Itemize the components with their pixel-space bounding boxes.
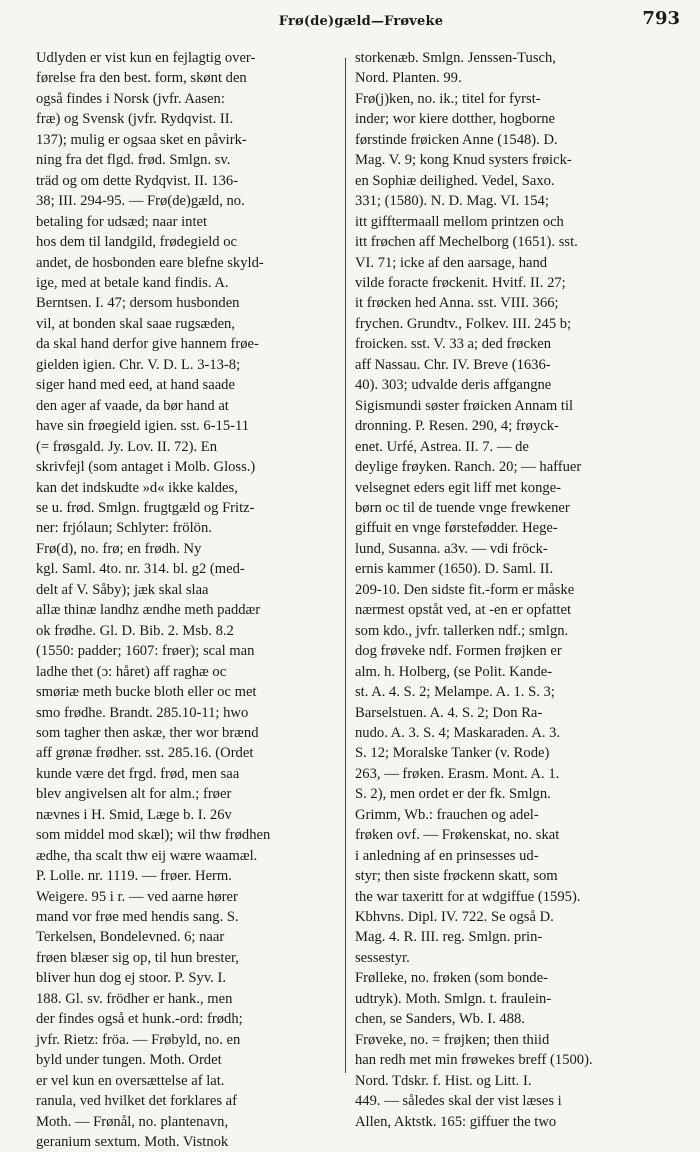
text-line: jvfr. Rietz: fröa. — Frøbyld, no. en — [36, 1031, 241, 1048]
text-line: kunde være det frgd. frød, men saa — [36, 765, 240, 782]
page-header — [36, 6, 686, 38]
text-line: som middel mod skæl); wil thw frødhen — [36, 827, 271, 844]
text-line: 137); mulig er ogsaa sket en påvirk- — [36, 131, 247, 148]
text-line: deylige frøyken. Ranch. 20; — haffuer — [355, 459, 582, 476]
text-line: skrivfejl (som antaget i Molb. Gloss.) — [36, 459, 256, 476]
text-line: smo frødhe. Brandt. 285.10-11; hwo — [36, 704, 249, 721]
text-line: bliver hun dog ej stoor. P. Syv. I. — [36, 970, 226, 987]
text-line: frøken ovf. — Frøkenskat, no. skat — [355, 827, 560, 844]
text-line: Terkelsen, Bondelevned. 6; naar — [36, 929, 225, 946]
text-line: i anledning af en prinsesses ud- — [355, 847, 539, 864]
page-number: 793 — [642, 8, 680, 29]
text-line: smøriæ meth bucke bloth eller oc met — [36, 684, 257, 701]
text-line: st. A. 4. S. 2; Melampe. A. 1. S. 3; — [355, 684, 555, 701]
running-head: Frø(de)gæld—Frøveke — [278, 14, 444, 29]
text-line: kan det indskudte »d« ikke kaldes, — [36, 479, 238, 496]
text-line: delt af V. Såby); jæk skal slaa — [36, 581, 209, 598]
text-line: storkenæb. Smlgn. Jenssen-Tusch, — [355, 50, 556, 66]
right-column — [355, 48, 691, 1130]
text-line: Barselstuen. A. 4. S. 2; Don Ra- — [355, 704, 543, 721]
text-line: som kdo., jvfr. tallerken ndf.; smlgn. — [355, 622, 569, 639]
text-line: inder; wor kiere dotther, hogborne — [355, 111, 556, 128]
text-line: dronning. P. Resen. 290, 4; frøyck- — [355, 418, 559, 435]
text-line: sessestyr. — [355, 949, 410, 966]
text-line: Kbhvns. Dipl. IV. 722. Se også D. — [355, 909, 554, 926]
text-line: alm. h. Holberg, (se Polit. Kande- — [355, 663, 553, 680]
text-line: enet. Urfé, Astrea. II. 7. — de — [355, 438, 529, 455]
text-line: ædhe, tha scalt thw eij wære waamæl. — [36, 847, 258, 864]
text-line: have sin frøegield igien. sst. 6-15-11 — [36, 418, 250, 435]
text-line: giffuit en vnge førstefødder. Hege- — [355, 520, 558, 537]
text-line: børn oc til de tuende vnge frewkener — [355, 499, 570, 516]
text-line: dog frøveke ndf. Formen frøjken er — [355, 643, 562, 660]
text-line: nudo. A. 3. S. 4; Maskaraden. A. 3. — [355, 724, 561, 741]
text-line: betaling for udsæd; naar intet — [36, 213, 208, 230]
text-line: ranula, ved hvilket det forklares af — [36, 1093, 237, 1110]
text-line: VI. 71; icke af den aarsage, hand — [355, 254, 548, 271]
text-line: Sigismundi søster frøicken Annam til — [355, 397, 574, 414]
text-line: ernis kammer (1650). D. Saml. II. — [355, 561, 554, 578]
left-column — [36, 48, 336, 1151]
text-line: S. 2), men ordet er der fk. Smlgn. — [355, 786, 551, 803]
text-line: ning fra det flgd. frød. Smlgn. sv. — [36, 152, 231, 169]
text-line: Nord. Tdskr. f. Hist. og Litt. I. — [355, 1072, 532, 1089]
text-line: vil, at bonden skal saae rugsæden, — [36, 315, 235, 332]
text-line: Frøveke, no. = frøjken; then thiid — [355, 1031, 550, 1048]
text-line: 38; III. 294-95. — Frø(de)gæld, no. — [36, 193, 245, 210]
text-line: itt frøchen aff Mechelborg (1651). sst. — [355, 234, 578, 251]
text-line: träd og om dette Rydqvist. II. 136- — [36, 172, 239, 189]
text-line: fræ) og Svensk (jvfr. Rydqvist. II. — [36, 111, 234, 128]
text-line: ladhe thet (ɔ: håret) aff raghæ oc — [36, 663, 227, 680]
text-line: Berntsen. I. 47; dersom husbonden — [36, 295, 240, 312]
text-line: ner: frjólaun; Schlyter: frölön. — [36, 520, 212, 537]
text-line: froicken. sst. V. 33 a; ded frøcken — [355, 336, 552, 353]
text-line: lund, Susanna. a3v. — vdi fröck- — [355, 540, 548, 557]
text-line: han redh met min frøwekes breff (1500). — [355, 1052, 593, 1069]
text-line: Nord. Planten. 99. — [355, 70, 462, 87]
text-line: ige, med at betale kand findis. A. — [36, 274, 229, 291]
text-line: 209-10. Den sidste fit.-form er måske — [355, 581, 575, 598]
text-line: it frøcken hed Anna. sst. VIII. 366; — [355, 295, 559, 312]
text-line: førelse fra den best. form, skønt den — [36, 70, 247, 87]
text-line: geranium sextum. Moth. Vistnok — [36, 1134, 229, 1151]
text-line: byld under tungen. Moth. Ordet — [36, 1052, 222, 1069]
text-line: den ager af vaade, da bør hand at — [36, 397, 229, 414]
text-line: 40). 303; udvalde deris affgangne — [355, 377, 552, 394]
text-line: (= frøsgald. Jy. Lov. II. 72). En — [36, 438, 218, 455]
text-line: Udlyden er vist kun en fejlagtig over- — [36, 50, 256, 66]
text-line: frøen blæser sig op, til hun brester, — [36, 949, 239, 966]
text-line: førstinde frøicken Anne (1548). D. — [355, 131, 558, 148]
text-line: en Sophiæ deilighed. Vedel, Saxo. — [355, 172, 555, 189]
text-line: er vel kun en oversættelse af lat. — [36, 1072, 225, 1089]
text-line: Mag. 4. R. III. reg. Smlgn. prin- — [355, 929, 543, 946]
text-line: Grimm, Wb.: frauchen og adel- — [355, 806, 539, 823]
text-line: Frølleke, no. frøken (som bonde- — [355, 970, 548, 987]
text-line: udtryk). Moth. Smlgn. t. fraulein- — [355, 990, 552, 1007]
text-line: Allen, Aktstk. 165: giffuer the two — [355, 1113, 557, 1130]
text-line: (1550: padder; 1607: frøer); scal man — [36, 643, 255, 660]
text-line: chen, se Sanders, Wb. I. 488. — [355, 1011, 525, 1028]
text-line: aff grønæ frødher. sst. 285.16. (Ordet — [36, 745, 254, 762]
column-divider — [345, 58, 346, 1073]
text-line: frychen. Grundtv., Folkev. III. 245 b; — [355, 315, 572, 332]
text-line: Weigere. 95 i r. — ved aarne hører — [36, 888, 238, 905]
text-line: Mag. V. 9; kong Knud systers frøick- — [355, 152, 572, 169]
text-line: som tagher then askæ, ther wor brænd — [36, 724, 259, 741]
text-line: styr; then siste frøckenn skatt, som — [355, 868, 558, 885]
text-line: mand vor frøe med hendis sang. S. — [36, 909, 239, 926]
text-line: vilde foracte frøckenit. Hvitf. II. 27; — [355, 274, 566, 291]
text-line: nærmest opståt ved, at -en er opfattet — [355, 602, 571, 619]
text-line: blev angivelsen alt for alm.; frøer — [36, 786, 232, 803]
text-line: andet, de hosbonden eare blefne skyld- — [36, 254, 264, 271]
text-line: 263, — frøken. Erasm. Mont. A. 1. — [355, 765, 560, 782]
text-line: P. Lolle. nr. 1119. — frøer. Herm. — [36, 868, 232, 885]
text-line: siger hand med eed, at hand saade — [36, 377, 235, 394]
text-line: the war taxeritt for at wdgiffue (1595). — [355, 888, 581, 905]
text-line: itt gifftermaall mellom printzen och — [355, 213, 564, 230]
text-line: også findes i Norsk (jvfr. Aasen: — [36, 90, 225, 107]
text-line: aff Nassau. Chr. IV. Breve (1636- — [355, 356, 551, 373]
text-line: S. 12; Moralske Tanker (v. Rode) — [355, 745, 550, 762]
text-line: 331; (1580). N. D. Mag. VI. 154; — [355, 193, 549, 210]
text-line: allæ thinæ landhz ændhe meth paddær — [36, 602, 261, 619]
text-line: kgl. Saml. 4to. nr. 314. bl. g2 (med- — [36, 561, 245, 578]
text-line: Frø(d), no. frø; en frødh. Ny — [36, 540, 202, 557]
text-line: da skal hand derfor give hannem frøe- — [36, 336, 259, 353]
text-line: der findes også et hunk.-ord: frødh; — [36, 1011, 243, 1028]
text-line: Moth. — Frønål, no. plantenavn, — [36, 1113, 229, 1130]
text-line: gielden igien. Chr. V. D. L. 3-13-8; — [36, 356, 241, 373]
text-line: 449. — således skal der vist læses i — [355, 1093, 562, 1110]
text-line: nævnes i H. Smid, Læge b. I. 26v — [36, 806, 232, 823]
text-line: 188. Gl. sv. frödher er hank., men — [36, 990, 233, 1007]
text-line: Frø(j)ken, no. ik.; titel for fyrst- — [355, 90, 541, 107]
text-line: ok frødhe. Gl. D. Bib. 2. Msb. 8.2 — [36, 622, 234, 639]
text-line: se u. frød. Smlgn. frugtgæld og Fritz- — [36, 499, 255, 516]
text-line: hos dem til landgild, frødegield oc — [36, 234, 238, 251]
text-line: velsegnet eders egit liff met konge- — [355, 479, 562, 496]
